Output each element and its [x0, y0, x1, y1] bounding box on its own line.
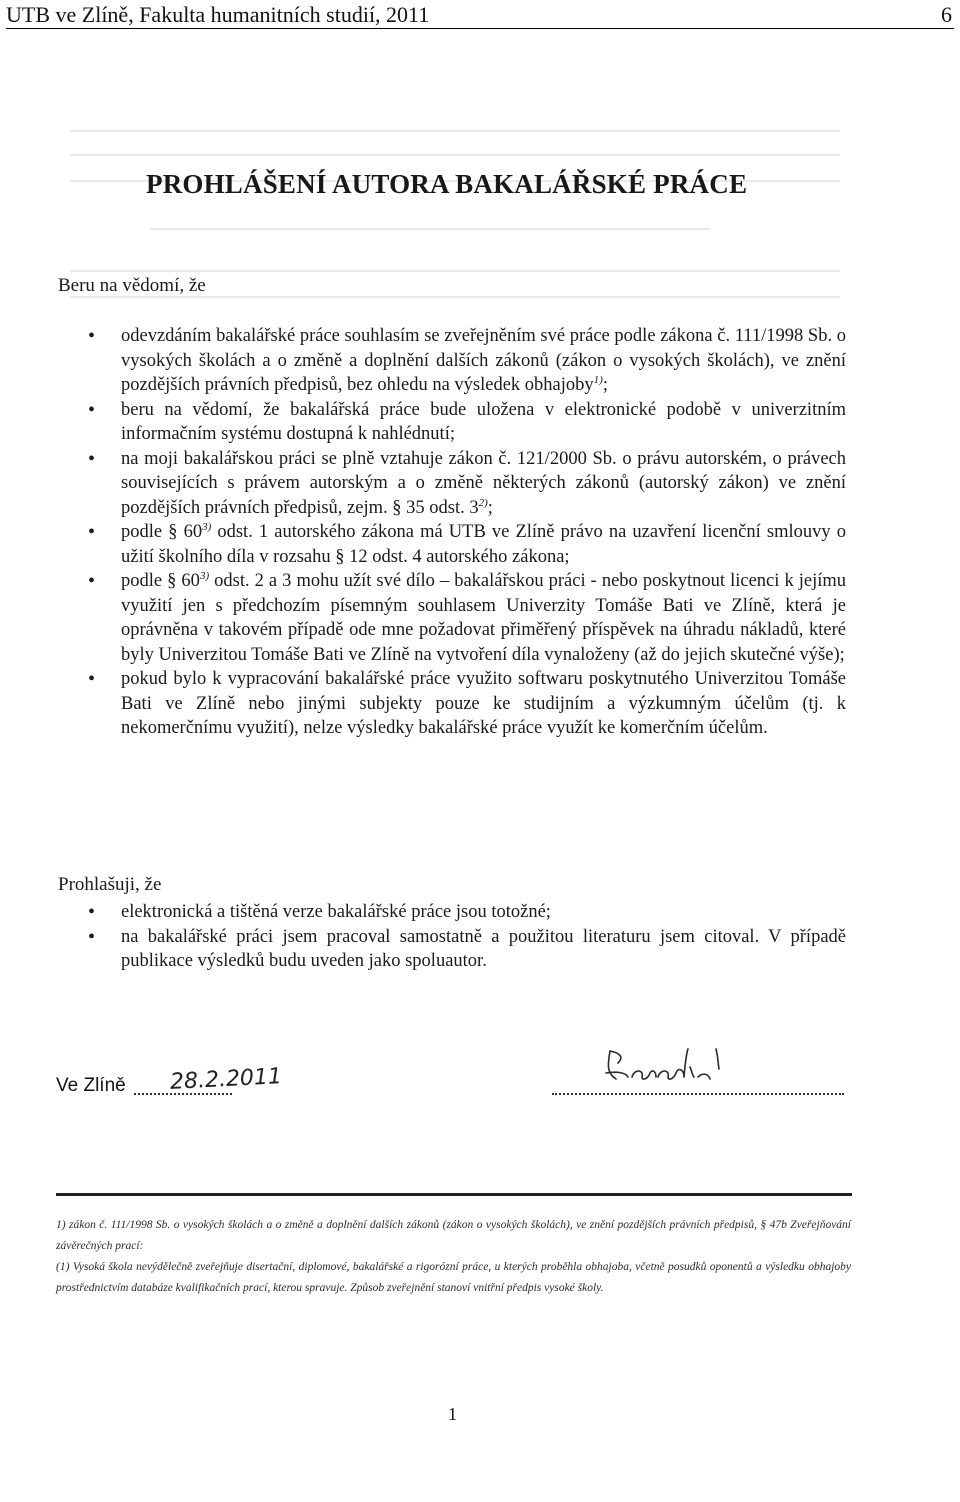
- footnote-ref: 3): [199, 569, 210, 582]
- acknowledgement-intro: Beru na vědomí, že: [58, 275, 206, 296]
- page-header: [6, 0, 954, 29]
- document-title: PROHLÁŠENÍ AUTORA BAKALÁŘSKÉ PRÁCE: [146, 169, 748, 199]
- list-item-text: odevzdáním bakalářské práce souhlasím se zveřejněním své práce podle zákona č. 111/1998 Sb. o vysokých školách a o změně a doplnění dalších zákonů (zákon o vysokých školách), ve znění pozdějších právních předpisů, bez ohledu na výsledek obhajoby: [121, 326, 846, 395]
- list-item: [0, 900, 846, 925]
- running-header-page-number: 6: [941, 2, 952, 27]
- list-item-text: pokud bylo k vypracování bakalářské práce využito softwaru poskytnutého Univerzitou Tomáše Bati ve Zlíně nebo jinými subjekty pouze ke studijním a výzkumným účelům (tj. k nekomerčnímu využití), nelze výsledky bakalářské práce využít ke komerčním účelům.: [121, 669, 846, 738]
- list-item: [0, 447, 846, 521]
- list-item-text: odst. 2 a 3 mohu užít své dílo – bakalářskou práci - nebo poskytnout licenci k jejímu využití jen s předchozím písemným souhlasem Univerzity Tomáše Bati ve Zlíně, která je oprávněna v takovém případě ode mne požadovat přiměřený příspěvek na úhradu nákladů, které byly Univerzitou Tomáše Bati ve Zlíně na vytvoření díla vynaloženy (až do jejich skutečné výše);: [121, 571, 847, 665]
- handwritten-signature: [598, 1043, 738, 1099]
- scanned-declaration-page: [0, 34, 960, 1502]
- scan-bleed-line: [70, 130, 840, 132]
- list-item-text: beru na vědomí, že bakalářská práce bude uložena v elektronické podobě v univerzitním informačním systému dostupná k nahlédnutí;: [121, 399, 846, 444]
- list-item-text: odst. 1 autorského zákona má UTB ve Zlíně právo na uzavření licenční smlouvy o užití školního díla v rozsahu § 12 odst. 4 autorského zákona;: [121, 522, 846, 567]
- list-item-text: elektronická a tištěná verze bakalářské práce jsou totožné;: [121, 902, 551, 922]
- footnote-ref: 3): [202, 520, 212, 533]
- place-label: Ve Zlíně: [56, 1075, 126, 1096]
- acknowledgement-list: [0, 324, 846, 741]
- scan-bleed-line: [70, 270, 840, 272]
- list-item-prefix: podle § 60: [121, 522, 203, 542]
- list-item: [0, 667, 846, 741]
- list-item-tail: ;: [487, 497, 493, 518]
- list-item-tail: ;: [602, 375, 608, 395]
- footnote-line: (1) Vysoká škola nevýdělečně zveřejňuje disertační, diplomové, bakalářské a rigorózní práce, u kterých proběhla obhajoba, včetně posudků oponentů a výsledku obhajoby prostřednictvím databáze kvalifikačních prací, kterou spravuje. Způsob zveřejnění stanoví vnitřní předpis vysoké školy.: [56, 1261, 851, 1294]
- footnote-block: [56, 1215, 851, 1299]
- list-item-text: na bakalářské práci jsem pracoval samostatně a použitou literaturu jsem citoval. V případě publikace výsledků budu uveden jako spoluautor.: [121, 926, 846, 971]
- footnote-line: 1) zákon č. 111/1998 Sb. o vysokých školách a o změně a doplnění dalších zákonů (zákon o vysokých školách), ve znění pozdějších právních předpisů, § 47b Zveřejňování závěrečných prací:: [56, 1219, 851, 1252]
- scan-page-number: 1: [448, 1404, 457, 1424]
- signature-row: [0, 1064, 960, 1109]
- scan-bleed-line: [150, 228, 710, 230]
- list-item-text: na moji bakalářskou práci se plně vztahuje zákon č. 121/2000 Sb. o právu autorském, o právech souvisejících s právem autorským a o změně některých zákonů (autorský zákon) ve znění pozdějších právních předpisů, zejm. § 35 odst. 3: [121, 448, 846, 518]
- list-item: [0, 569, 846, 667]
- list-item: [0, 925, 846, 974]
- footnote-ref: 2): [478, 496, 488, 509]
- footnote-ref: 1): [593, 373, 603, 386]
- list-item: [0, 324, 846, 398]
- declaration-list: [0, 900, 846, 974]
- list-item: [0, 398, 846, 447]
- handwritten-date: 28.2.2011: [169, 1064, 283, 1095]
- declaration-intro: Prohlašuji, že: [58, 874, 162, 895]
- list-item-prefix: podle § 60: [121, 571, 200, 591]
- list-item: [0, 520, 846, 569]
- running-header-title: UTB ve Zlíně, Fakulta humanitních studií, 2011: [6, 2, 430, 27]
- scan-bleed-line: [70, 154, 840, 156]
- footnote-separator: [56, 1193, 852, 1196]
